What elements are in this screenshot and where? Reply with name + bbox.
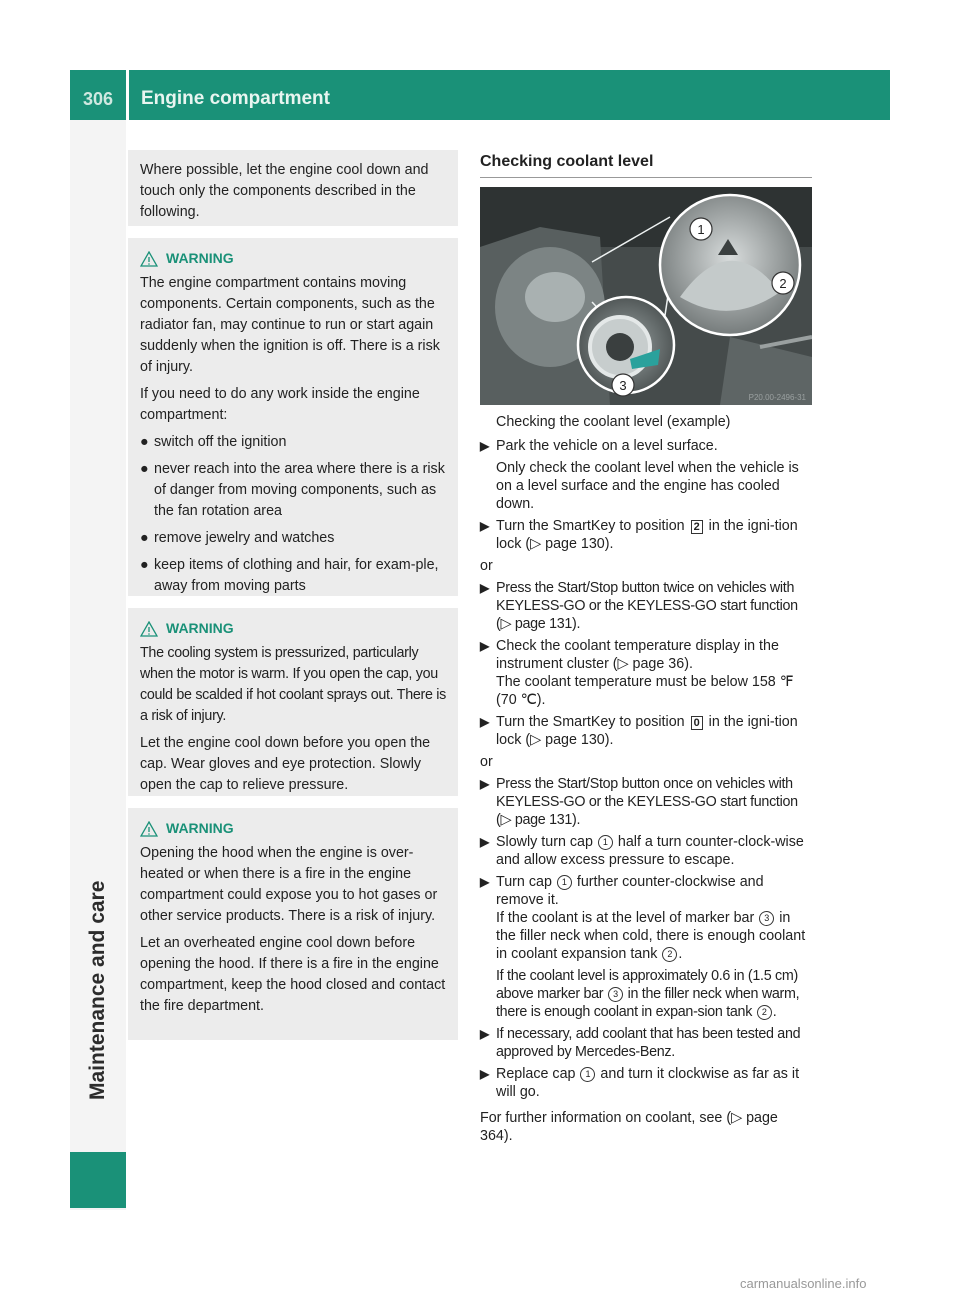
marker-3-label: 3 bbox=[619, 378, 627, 393]
step-arrow-icon: ▶ bbox=[480, 1027, 490, 1041]
or-separator: or bbox=[480, 754, 493, 770]
page-title: Engine compartment bbox=[141, 88, 330, 109]
key-position-badge: 0 bbox=[691, 716, 703, 730]
marker-1-label: 1 bbox=[697, 222, 705, 237]
intro-box bbox=[128, 150, 458, 226]
marker-3-badge: 3 bbox=[608, 987, 623, 1002]
warning-box-2 bbox=[128, 608, 458, 796]
step-arrow-icon: ▶ bbox=[480, 639, 490, 653]
warning-box-3 bbox=[128, 808, 458, 1040]
warning-triangle-icon bbox=[140, 251, 158, 267]
coolant-section bbox=[480, 150, 812, 1149]
section-heading: Checking coolant level bbox=[480, 150, 812, 178]
warning-triangle-icon bbox=[140, 821, 158, 837]
warning1-bullet-list bbox=[140, 432, 450, 597]
page-number: 306 bbox=[82, 89, 114, 109]
step-remove-cap: ▶ Turn cap 1 further counter-clockwise and remove it. If the coolant is at the level of marker bar 3 in the filler neck when cold, there is enough coolant in coolant expansion tank 2 . If the coolant level is approximately 0.6 in (1.5 cm) above marker bar 3 in the filler neck when warm, there is enough coolant in expan-sion tank 2 . bbox=[480, 874, 806, 1020]
warning1-text-2: If you need to do any work inside the engine compartment: bbox=[140, 386, 420, 423]
header-divider bbox=[126, 70, 129, 120]
section-label: Maintenance and care bbox=[86, 880, 109, 1100]
coolant-tank-illustration bbox=[480, 187, 812, 405]
step-start-stop-once: ▶ Press the Start/Stop button once on vehicles with KEYLESS-GO or the KEYLESS-GO start function (▷ page 131). bbox=[480, 776, 798, 828]
warning3-text-1: Opening the hood when the engine is over-heated or when there is a fire in the engine compartment could expose you to hot gases or other service products. There is a risk of injury. bbox=[140, 845, 438, 924]
warning1-text-1: The engine compartment contains moving components. Certain components, such as the radiator fan, may continue to run or start again suddenly when the ignition is off. There is a risk of injury. bbox=[140, 275, 440, 375]
step-arrow-icon: ▶ bbox=[480, 715, 490, 729]
marker-2-label: 2 bbox=[779, 276, 787, 291]
engine-photo bbox=[480, 187, 812, 405]
step-arrow-icon: ▶ bbox=[480, 581, 490, 595]
warning2-text-1: The cooling system is pressurized, particularly when the motor is warm. If you open the cap, you could be scalded if hot coolant sprays out. There is a risk of injury. bbox=[140, 645, 447, 724]
step-smartkey-2: ▶ Turn the SmartKey to position 2 in the igni-tion lock (▷ page 130). bbox=[480, 518, 798, 552]
marker-2-badge: 2 bbox=[662, 947, 677, 962]
step-arrow-icon: ▶ bbox=[480, 835, 490, 849]
warning2-text-2: Let the engine cool down before you open the cap. Wear gloves and eye protection. Slowly open the cap to relieve pressure. bbox=[140, 735, 431, 793]
step-start-stop-twice: ▶ Press the Start/Stop button twice on vehicles with KEYLESS-GO or the KEYLESS-GO start function (▷ page 131). bbox=[480, 580, 798, 632]
intro-text: Where possible, let the engine cool down and touch only the components described in the following. bbox=[140, 162, 429, 220]
marker-3-badge: 3 bbox=[759, 911, 774, 926]
marker-2-badge: 2 bbox=[757, 1005, 772, 1020]
warning-heading: WARNING bbox=[140, 618, 450, 639]
marker-1-badge: 1 bbox=[557, 875, 572, 890]
step-check-temperature: ▶ Check the coolant temperature display in the instrument cluster (▷ page 36). The coolant temperature must be below 158 ℉ (70 ℃). bbox=[480, 638, 794, 708]
image-code: P20.00-2496-31 bbox=[748, 393, 806, 402]
step-arrow-icon: ▶ bbox=[480, 875, 490, 889]
warning-heading: WARNING bbox=[140, 248, 450, 269]
warning-box-1 bbox=[128, 238, 458, 596]
or-separator: or bbox=[480, 558, 493, 574]
photo-caption: Checking the coolant level (example) bbox=[496, 414, 731, 430]
step-arrow-icon: ▶ bbox=[480, 1067, 490, 1081]
step-park: ▶ Park the vehicle on a level surface. Only check the coolant level when the vehicle is on a level surface and the engine has cooled down. bbox=[480, 438, 799, 512]
warning-heading: WARNING bbox=[140, 818, 450, 839]
further-info-link-text[interactable]: For further information on coolant, see (▷ page 364). bbox=[480, 1110, 778, 1144]
list-item: ● switch off the ignition bbox=[140, 434, 287, 450]
list-item: ● keep items of clothing and hair, for exam-ple, away from moving parts bbox=[140, 557, 439, 594]
warning3-text-2: Let an overheated engine cool down before opening the hood. If there is a fire in the engine compartment, keep the hood closed and contact the fire department. bbox=[140, 935, 446, 1014]
step-arrow-icon: ▶ bbox=[480, 519, 490, 533]
marker-1-badge: 1 bbox=[598, 835, 613, 850]
section-tab-marker bbox=[70, 1152, 126, 1208]
key-position-badge: 2 bbox=[691, 520, 703, 534]
step-arrow-icon: ▶ bbox=[480, 439, 490, 453]
warning-triangle-icon bbox=[140, 621, 158, 637]
step-smartkey-0: ▶ Turn the SmartKey to position 0 in the igni-tion lock (▷ page 130). bbox=[480, 714, 798, 748]
step-replace-cap: ▶ Replace cap 1 and turn it clockwise as far as it will go. bbox=[480, 1066, 800, 1100]
step-arrow-icon: ▶ bbox=[480, 777, 490, 791]
marker-1-badge: 1 bbox=[580, 1067, 595, 1082]
step-add-coolant: ▶ If necessary, add coolant that has been tested and approved by Mercedes-Benz. bbox=[480, 1026, 801, 1060]
list-item: ● remove jewelry and watches bbox=[140, 530, 335, 546]
watermark: carmanualsonline.info bbox=[740, 1276, 867, 1291]
step-turn-cap-half: ▶ Slowly turn cap 1 half a turn counter-clock-wise and allow excess pressure to escape. bbox=[480, 834, 804, 868]
list-item: ● never reach into the area where there is a risk of danger from moving components, such as the fan rotation area bbox=[140, 461, 445, 519]
